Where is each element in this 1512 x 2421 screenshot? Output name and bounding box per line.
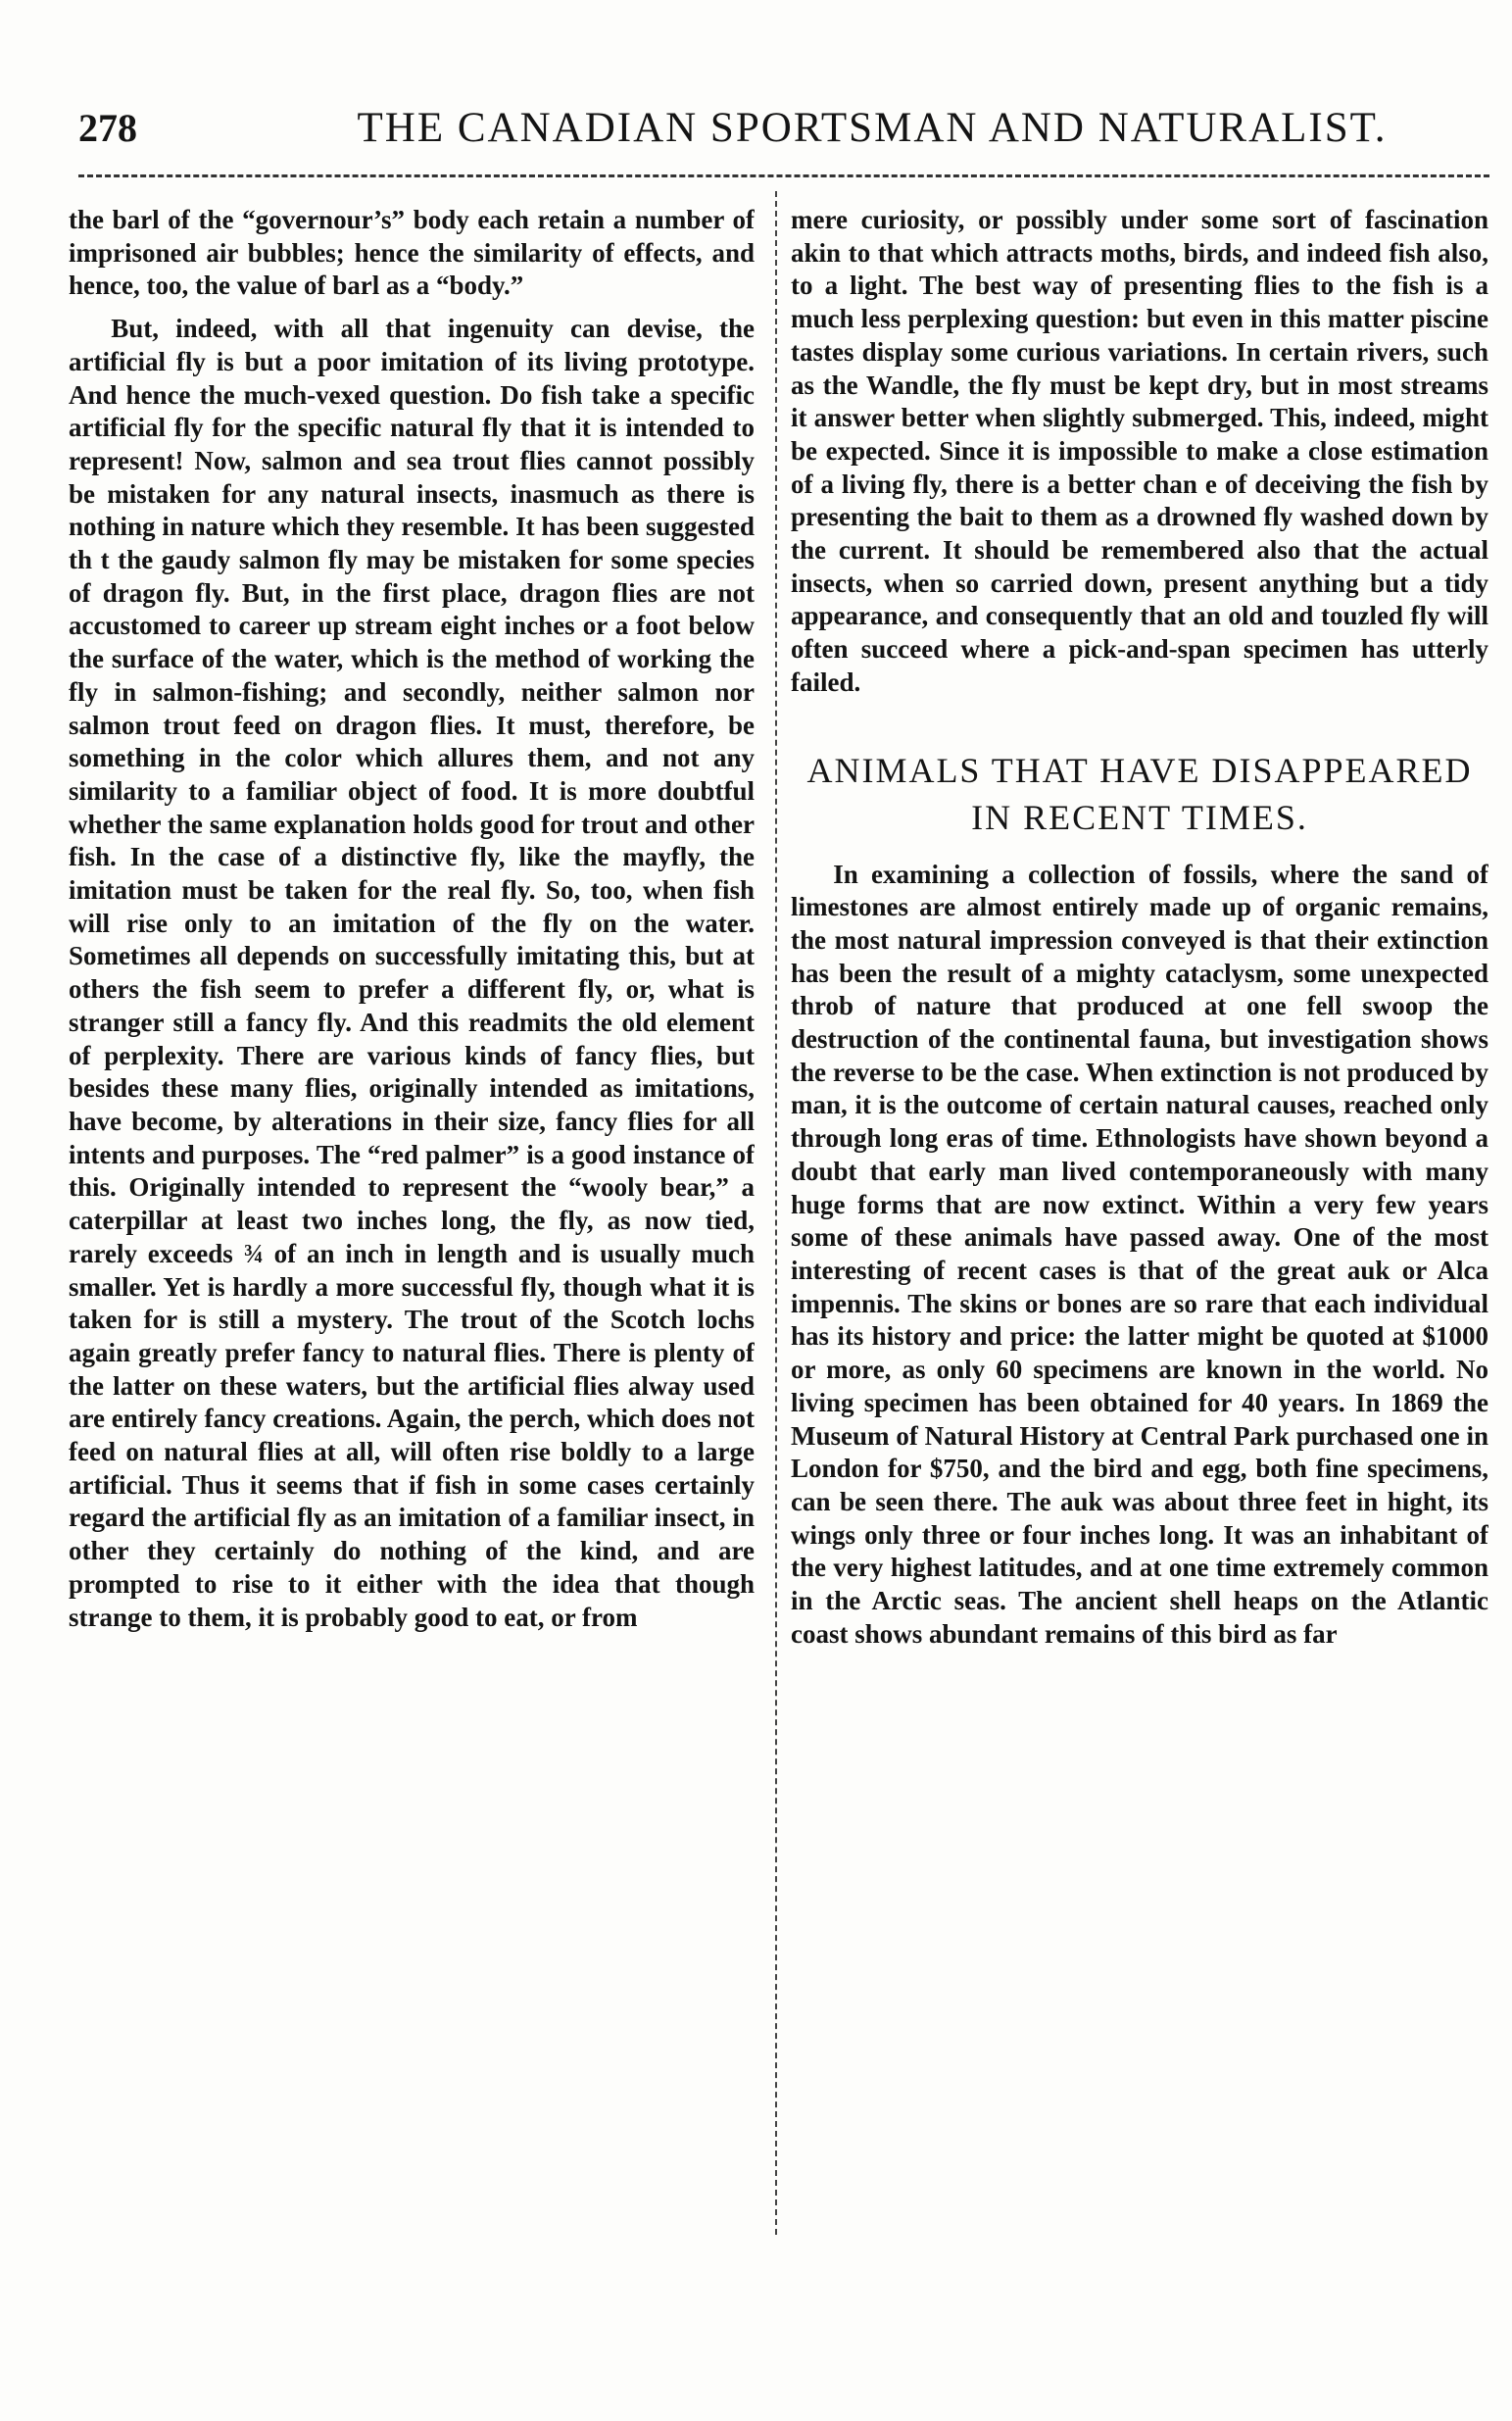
right-paragraph-1: mere curiosity, or possibly under some sort of fascination akin to that which attracts moths, birds, and indeed fish also, to a light. The best way of presenting flies to the fish is a much less perplexing question: but even in this matter piscine tastes display some curious variations. In certain rivers, such as the Wandle, the fly must be kept dry, but in most streams it answer better when slightly submerged. This, indeed, might be expected. Since it is impossible to make a close estimation of a living fly, there is a better chan e of deceiving the fish by presenting the bait to them as a drowned fly washed down by the current. It should be remembered also that the actual insects, when so carried down, present anything but a tidy appearance, and consequently that an old and touzled fly will often succeed where a pick-and-span specimen has utterly failed. bbox=[791, 205, 1488, 697]
running-title: THE CANADIAN SPORTSMAN AND NATURALIST. bbox=[357, 105, 1388, 151]
header-rule bbox=[78, 174, 1489, 177]
article-heading-line-1: ANIMALS THAT HAVE DISAPPEARED bbox=[806, 750, 1473, 790]
left-paragraph-1: the barl of the “governour’s” body each retain a number of imprisoned air bubbles; hence the similarity of effects, and hence, too, the value of barl as a “body.” bbox=[69, 205, 755, 301]
right-paragraph-2: In examining a collection of fossils, where the sand of limestones are almost entirely made up of organic remains, the most natural impression conveyed is that their extinction has been the result of a mighty cataclysm, some unexpected throb of nature that produced at one fell swoop the destruction of the continental fauna, but investigation shows the reverse to be the case. When extinction is not produced by man, it is the outcome of certain natural causes, reached only through long eras of time. Ethnologists have shown beyond a doubt that early man lived contemporaneously with many huge forms that are now extinct. Within a very few years some of these animals have passed away. One of the most interesting of recent cases is that of the great auk or Alca impennis. The skins or bones are so rare that each individual has its history and price: the latter might be quoted at $1000 or more, as only 60 specimens are known in the world. No living specimen has been obtained for 40 years. In 1869 the Museum of Natural History at Central Park purchased one in London for $750, and the bird and egg, both fine specimens, can be seen there. The auk was about three feet in hight, its wings only three or four inches long. It was an inhabitant of the very highest latitudes, and at one time extremely common in the Arctic seas. The ancient shell heaps on the Atlantic coast shows abundant remains of this bird as far bbox=[791, 859, 1488, 1649]
page-number: 278 bbox=[78, 106, 137, 150]
right-column bbox=[791, 204, 1488, 2243]
left-column bbox=[69, 204, 755, 2243]
column-divider bbox=[775, 191, 777, 2235]
article-heading-line-2: IN RECENT TIMES. bbox=[971, 797, 1308, 837]
article-heading bbox=[791, 747, 1488, 841]
left-paragraph-2: But, indeed, with all that ingenuity can devise, the artificial fly is but a poor imitation of its living prototype. And hence the much-vexed question. Do fish take a specific artificial fly for the specific natural fly that it is intended to represent! Now, salmon and sea trout flies cannot possibly be mistaken for any natural insects, inasmuch as there is nothing in nature which they resemble. It has been suggested th t the gaudy salmon fly may be mistaken for some species of dragon fly. But, in the first place, dragon flies are not accustomed to career up stream eight inches or a foot below the surface of the water, which is the method of working the fly in salmon-fishing; and secondly, neither salmon nor salmon trout feed on dragon flies. It must, therefore, be something in the color which allures them, and not any similarity to a familiar object of food. It is more doubtful whether the same explanation holds good for trout and other fish. In the case of a distinctive fly, like the mayfly, the imitation must be taken for the real fly. So, too, when fish will rise only to an imitation of the fly on the water. Sometimes all depends on successfully imitating this, but at others the fish seem to prefer a different fly, or, what is stranger still a fancy fly. And this readmits the old element of perplexity. There are various kinds of fancy flies, but besides these many flies, originally intended as imitations, have become, by alterations in their size, fancy flies for all intents and purposes. The “red palmer” is a good instance of this. Originally intended to represent the “wooly bear,” a caterpillar at least two inches long, the fly, as now tied, rarely exceeds ¾ of an inch in length and is usually much smaller. Yet is hardly a more successful fly, though what it is taken for is still a mystery. The trout of the Scotch lochs again greatly prefer fancy to natural flies. There is plenty of the latter on these waters, but the artificial flies alway used are entirely fancy creations. Again, the perch, which does not feed on natural flies at all, will often rise boldly to a large artificial. Thus it seems that if fish in some cases certainly regard the artificial fly as an imitation of a familiar insect, in other they certainly do nothing of the kind, and are prompted to rise to it either with the idea that though strange to them, it is probably good to eat, or from bbox=[69, 314, 755, 1632]
page-header bbox=[78, 94, 1489, 163]
